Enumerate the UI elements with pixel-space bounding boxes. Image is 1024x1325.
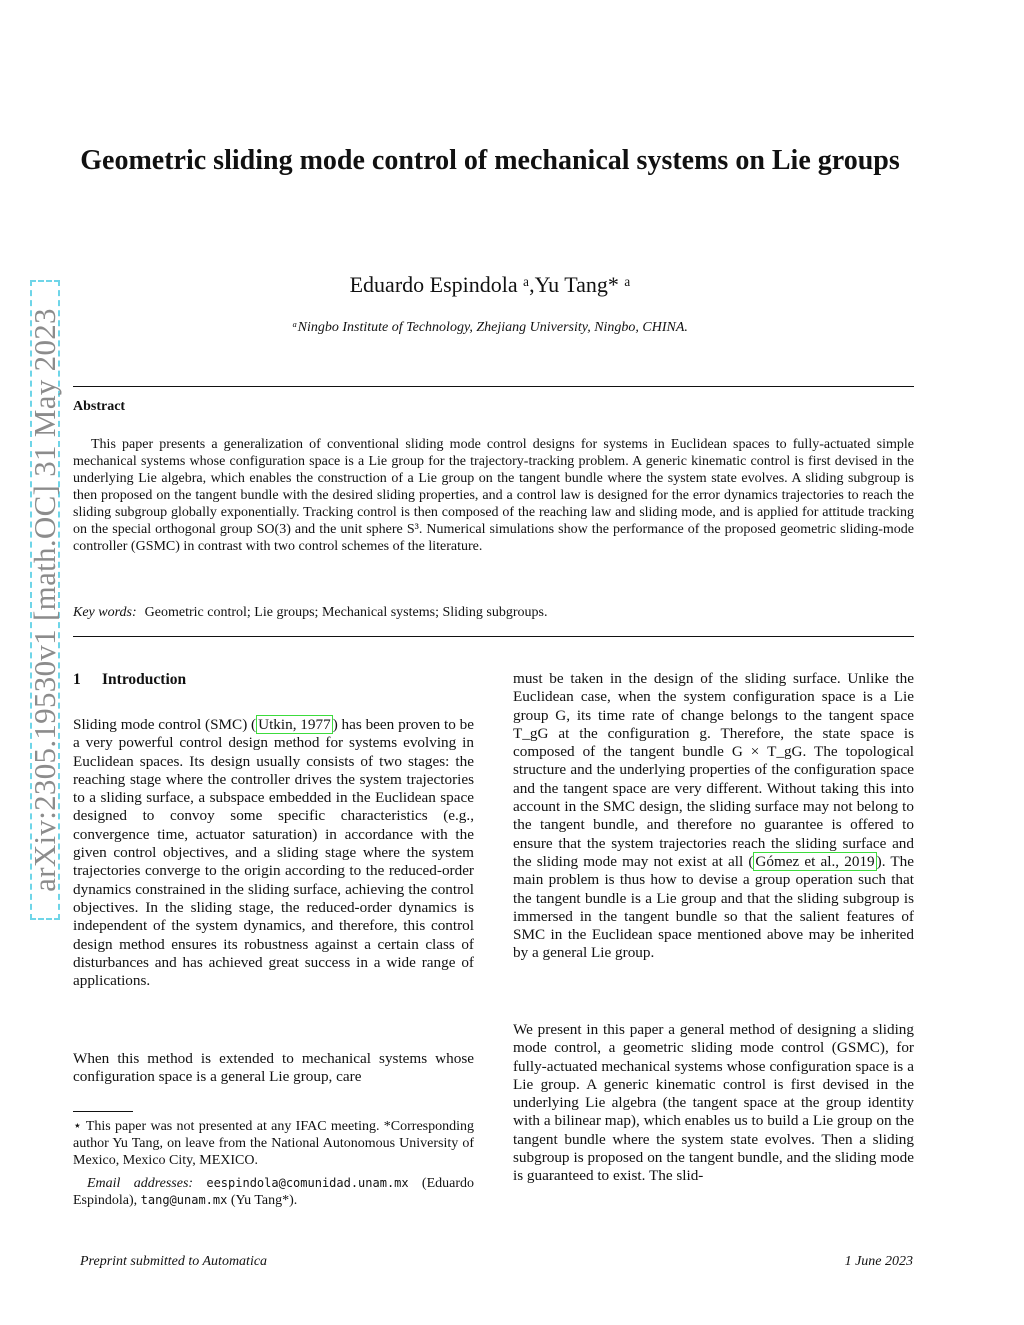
abstract-heading: Abstract bbox=[73, 399, 126, 414]
keywords-label: Key words: bbox=[73, 605, 137, 620]
citation-utkin[interactable]: Utkin, 1977 bbox=[258, 716, 331, 733]
section-title: Introduction bbox=[102, 671, 187, 688]
footnote-text: ⋆ This paper was not presented at any IFAC meeting. *Corresponding author Yu Tang, on leave from the National Autonomous University of Mexico, Mexico City, MEXICO. bbox=[73, 1119, 474, 1168]
section-heading bbox=[73, 671, 186, 689]
p4-text: We present in this paper a general method of designing a sliding mode control, a geometric sliding mode control (GSMC), for fully-actuated mechanical systems whose configuration space is a Lie group. A generic kinematic control is first devised in the underlying Lie algebra (the tangent space at the group identity with a bilinear map), which enables us to build a Lie group on the tangent bundle where the system state evolves. Then a sliding subgroup is proposed on the tangent bundle, and the sliding mode is guaranteed to exist. The slid- bbox=[513, 1021, 914, 1185]
p3-text-b: ). The main problem is thus how to devise a group operation such that the tangent bundle is a Lie group and that the sliding subgroup is immersed in the tangent bundle so that the salient features of SMC in the Euclidean space mentioned above may be inherited by a general Lie group. bbox=[513, 852, 914, 962]
intro-paragraph-1 bbox=[73, 716, 474, 990]
email-link-2[interactable]: tang@unam.mx bbox=[140, 1193, 228, 1207]
abstract-text: This paper presents a generalization of conventional sliding mode control designs for systems in Euclidean spaces to fully-actuated simple mechanical systems whose configuration space is a Lie group for the trajectory-tracking problem. A generic kinematic control is first devised in the underlying Lie algebra, which enables the construction of a Lie group on the tangent bundle where the system state evolves. A sliding subgroup is then proposed on the tangent bundle with the desired sliding properties, and a control law is designed for the error dynamics trajectories to reach the sliding subgroup globally exponentially. Tracking control is then composed of the reaching law and sliding mode, and is applied for attitude tracking on the special orthogonal group SO(3) and the unit sphere S³. Numerical simulations show the performance of the proposed geometric sliding-mode controller (GSMC) in contrast with two control schemes of the literature. bbox=[73, 437, 914, 554]
citation-gomez[interactable]: Gómez et al., 2019 bbox=[755, 852, 875, 870]
p1-text-b: ) has been proven to be a very powerful control design method for systems evolving in Euclidean spaces. Its design usually consists of two stages: the reaching stage where the controller drives the system trajectories to a sliding surface, a subspace embedded in the Euclidean space designed to convoy some specific characteristics (e.g., convergence time, actuator saturation) in accordance with the given control objectives, and a sliding stage where the system trajectories converge to the origin according to the reduced-order dynamics constrained in the sliding surface, achieving the control objectives. In the sliding stage, the reduced-order dynamics is independent of the system dynamics, and therefore, this control design method ensures its robustness against a certain class of disturbances and has achieved great success in a wide range of applications. bbox=[73, 716, 474, 990]
p3-text-a: must be taken in the design of the sliding surface. Unlike the Euclidean case, when the system configuration space is a Lie group G, its time rate of change belongs to the tangent space T_gG at the configuration g. Therefore, the state space is composed of the tangent bundle G × T_gG. The topological structure and the underlying properties of the configuration space and the tangent space are very different. Without taking this into account in the SMC design, the sliding surface may not belong to the tangent bundle, and therefore no guarantee is offered to ensure that the system trajectories reach the sliding surface and the sliding mode may not exist at all ( bbox=[513, 670, 914, 870]
p1-text-a: Sliding mode control (SMC) ( bbox=[73, 716, 257, 733]
email-label: Email addresses: bbox=[87, 1176, 194, 1191]
footnotes bbox=[73, 1118, 474, 1209]
author-line: Eduardo Espindola ᵃ,Yu Tang* ᵃ bbox=[349, 272, 631, 297]
bottom-rule bbox=[73, 636, 914, 637]
email-name-2: (Yu Tang*). bbox=[230, 1193, 298, 1208]
email-name-1: (Eduardo Espindola), bbox=[73, 1176, 474, 1208]
footnote-rule bbox=[73, 1111, 133, 1112]
top-rule bbox=[73, 386, 914, 387]
intro-paragraph-4 bbox=[513, 1021, 914, 1186]
arxiv-stamp-text: arXiv:2305.19530v1 [math.OC] 31 May 2023 bbox=[27, 308, 62, 892]
keywords-text: Geometric control; Lie groups; Mechanical systems; Sliding subgroups. bbox=[144, 605, 548, 620]
arxiv-stamp[interactable] bbox=[27, 280, 62, 920]
p2-text: When this method is extended to mechanical systems whose configuration space is a general Lie group, care bbox=[73, 1050, 474, 1086]
footer-preprint: Preprint submitted to Automatica bbox=[80, 1254, 268, 1269]
footer-date: 1 June 2023 bbox=[844, 1254, 913, 1269]
section-number: 1 bbox=[73, 671, 81, 688]
intro-paragraph-2 bbox=[73, 1050, 474, 1087]
intro-paragraph-3 bbox=[513, 670, 914, 963]
keywords bbox=[73, 605, 547, 621]
email-link-1[interactable]: eespindola@comunidad.unam.mx bbox=[206, 1176, 409, 1190]
affiliation: ᵃNingbo Institute of Technology, Zhejiang University, Ningbo, CHINA. bbox=[292, 320, 688, 335]
paper-title: Geometric sliding mode control of mechanical systems on Lie groups bbox=[80, 145, 900, 176]
